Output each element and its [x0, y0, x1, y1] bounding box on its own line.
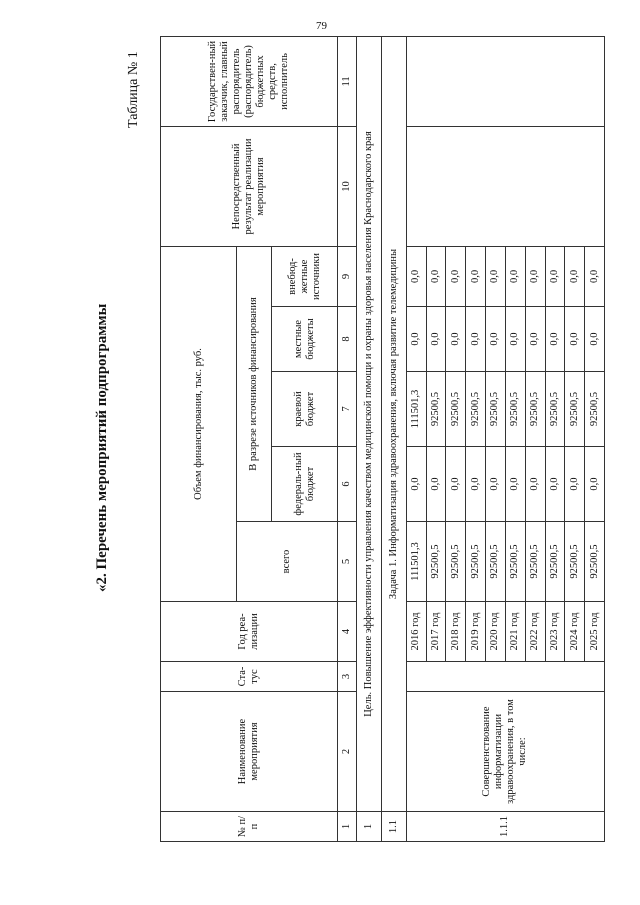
- regional-cell: 111501,3: [406, 372, 426, 447]
- local-cell: 0,0: [446, 307, 466, 372]
- task-text: Задача 1. Информатизация здравоохранения, включая развитие телемедицины: [381, 36, 406, 811]
- header-status: Ста-тус: [161, 662, 338, 692]
- extra-cell: 0,0: [466, 246, 486, 306]
- column-numbers-row: [338, 36, 357, 841]
- col-number: 2: [338, 692, 357, 812]
- extra-cell: 0,0: [406, 246, 426, 306]
- col-number: 11: [338, 36, 357, 126]
- year-cell: 2021 год: [505, 602, 525, 662]
- local-cell: 0,0: [565, 307, 585, 372]
- task-number: 1.1: [381, 812, 406, 842]
- page-number: 79: [316, 20, 327, 32]
- header-extra: внебюд-жетные источники: [272, 246, 338, 306]
- year-cell: 2016 год: [406, 602, 426, 662]
- header-regional: краевой бюджет: [272, 372, 338, 447]
- col-number: 10: [338, 126, 357, 246]
- local-cell: 0,0: [466, 307, 486, 372]
- year-cell: 2025 год: [585, 602, 605, 662]
- total-cell: 92500,5: [505, 522, 525, 602]
- federal-cell: 0,0: [505, 447, 525, 522]
- local-cell: 0,0: [585, 307, 605, 372]
- federal-cell: 0,0: [545, 447, 565, 522]
- header-name: Наименование мероприятия: [161, 692, 338, 812]
- regional-cell: 92500,5: [545, 372, 565, 447]
- header-local: местные бюджеты: [272, 307, 338, 372]
- regional-cell: 92500,5: [565, 372, 585, 447]
- rotated-table-container: [160, 37, 605, 842]
- extra-cell: 0,0: [426, 246, 446, 306]
- local-cell: 0,0: [406, 307, 426, 372]
- col-number: 1: [338, 812, 357, 842]
- federal-cell: 0,0: [466, 447, 486, 522]
- header-year: Год реа-лизации: [161, 602, 338, 662]
- total-cell: 92500,5: [545, 522, 565, 602]
- year-cell: 2019 год: [466, 602, 486, 662]
- measures-table: [160, 36, 605, 842]
- header-by-source: В разрезе источников финансирования: [237, 246, 272, 521]
- header-customer: Государствен-ный заказчик, главный распорядитель (распорядитель) бюджетных средств, исполнитель: [161, 36, 338, 126]
- measure-number: 1.1.1: [406, 812, 604, 842]
- federal-cell: 0,0: [426, 447, 446, 522]
- task-row: [381, 36, 406, 841]
- federal-cell: 0,0: [565, 447, 585, 522]
- year-cell: 2018 год: [446, 602, 466, 662]
- measure-status: [406, 662, 604, 692]
- extra-cell: 0,0: [565, 246, 585, 306]
- total-cell: 92500,5: [585, 522, 605, 602]
- extra-cell: 0,0: [585, 246, 605, 306]
- year-cell: 2023 год: [545, 602, 565, 662]
- local-cell: 0,0: [426, 307, 446, 372]
- regional-cell: 92500,5: [486, 372, 506, 447]
- table-row: [406, 36, 426, 841]
- extra-cell: 0,0: [446, 246, 466, 306]
- total-cell: 92500,5: [426, 522, 446, 602]
- regional-cell: 92500,5: [525, 372, 545, 447]
- year-cell: 2024 год: [565, 602, 585, 662]
- local-cell: 0,0: [486, 307, 506, 372]
- col-number: 5: [338, 522, 357, 602]
- federal-cell: 0,0: [486, 447, 506, 522]
- header-num: № п/п: [161, 812, 338, 842]
- total-cell: 111501,3: [406, 522, 426, 602]
- extra-cell: 0,0: [525, 246, 545, 306]
- extra-cell: 0,0: [505, 246, 525, 306]
- year-cell: 2022 год: [525, 602, 545, 662]
- col-number: 4: [338, 602, 357, 662]
- measure-customer: [406, 36, 604, 126]
- federal-cell: 0,0: [525, 447, 545, 522]
- measure-result: [406, 126, 604, 246]
- regional-cell: 92500,5: [466, 372, 486, 447]
- extra-cell: 0,0: [486, 246, 506, 306]
- federal-cell: 0,0: [406, 447, 426, 522]
- header-federal: федераль-ный бюджет: [272, 447, 338, 522]
- col-number: 3: [338, 662, 357, 692]
- header-result: Непосредственный результат реализации мероприятия: [161, 126, 338, 246]
- header-funding: Объем финансирования, тыс. руб.: [161, 246, 237, 601]
- total-cell: 92500,5: [525, 522, 545, 602]
- federal-cell: 0,0: [585, 447, 605, 522]
- regional-cell: 92500,5: [446, 372, 466, 447]
- total-cell: 92500,5: [466, 522, 486, 602]
- goal-number: 1: [356, 812, 381, 842]
- local-cell: 0,0: [545, 307, 565, 372]
- total-cell: 92500,5: [565, 522, 585, 602]
- col-number: 6: [338, 447, 357, 522]
- header-total: всего: [237, 522, 338, 602]
- local-cell: 0,0: [525, 307, 545, 372]
- year-cell: 2017 год: [426, 602, 446, 662]
- col-number: 8: [338, 307, 357, 372]
- document-title: «2. Перечень мероприятий подпрограммы: [94, 303, 110, 592]
- regional-cell: 92500,5: [505, 372, 525, 447]
- col-number: 7: [338, 372, 357, 447]
- total-cell: 92500,5: [446, 522, 466, 602]
- goal-text: Цель. Повышение эффективности управления качеством медицинской помощи и охраны здоровья населения Краснодарского края: [356, 36, 381, 811]
- year-cell: 2020 год: [486, 602, 506, 662]
- table-label: Таблица № 1: [126, 51, 141, 128]
- extra-cell: 0,0: [545, 246, 565, 306]
- regional-cell: 92500,5: [585, 372, 605, 447]
- regional-cell: 92500,5: [426, 372, 446, 447]
- federal-cell: 0,0: [446, 447, 466, 522]
- local-cell: 0,0: [505, 307, 525, 372]
- measure-name: Совершенствование информатизации здравоохранения, в том числе:: [406, 692, 604, 812]
- total-cell: 92500,5: [486, 522, 506, 602]
- goal-row: [356, 36, 381, 841]
- col-number: 9: [338, 246, 357, 306]
